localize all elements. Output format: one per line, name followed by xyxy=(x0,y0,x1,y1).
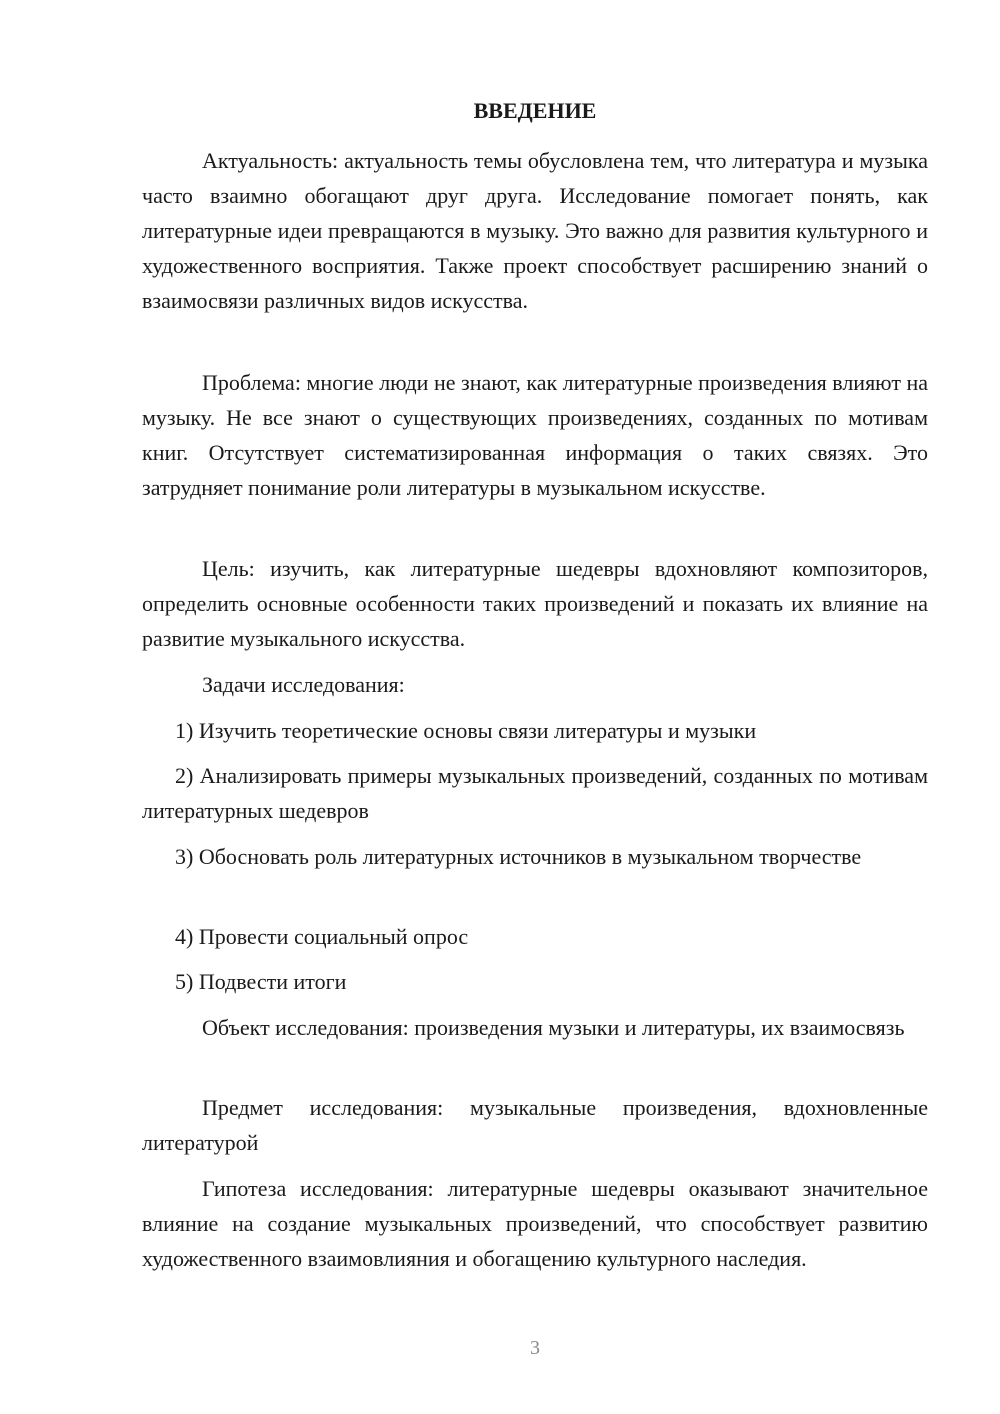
task-item-4: 4) Провести социальный опрос xyxy=(175,924,469,949)
task-item-1: 1) Изучить теоретические основы связи литературы и музыки xyxy=(175,718,757,743)
document-page xyxy=(142,0,928,1414)
page-number: 3 xyxy=(530,1337,540,1359)
task-item-3: 3) Обосновать роль литературных источников в музыкальном творчестве xyxy=(175,844,862,869)
goal-paragraph: Цель: изучить, как литературные шедевры вдохновляют композиторов, определить основные особенности таких произведений и показать их влияние на развитие музыкального искусства. xyxy=(142,556,928,651)
object-paragraph: Объект исследования: произведения музыки и литературы, их взаимосвязь xyxy=(202,1015,905,1040)
task-item-2: 2) Анализировать примеры музыкальных произведений, созданных по мотивам литературных шедевров xyxy=(142,763,928,823)
subject-paragraph: Предмет исследования: музыкальные произведения, вдохновленные литературой xyxy=(142,1095,928,1155)
relevance-paragraph: Актуальность: актуальность темы обусловлена тем, что литература и музыка часто взаимно обогащают друг друга. Исследование помогает понять, как литературные идеи превращаются в музыку. Это важно для развития культурного и художественного восприятия. Также проект способствует расширению знаний о взаимосвязи различных видов искусства. xyxy=(142,148,928,313)
tasks-title: Задачи исследования: xyxy=(202,672,405,697)
problem-paragraph: Проблема: многие люди не знают, как литературные произведения влияют на музыку. Не все знают о существующих произведениях, созданных по мотивам книг. Отсутствует систематизированная информация о таких связях. Это затрудняет понимание роли литературы в музыкальном искусстве. xyxy=(142,370,928,500)
task-item-5: 5) Подвести итоги xyxy=(175,969,347,994)
hypothesis-paragraph: Гипотеза исследования: литературные шедевры оказывают значительное влияние на создание музыкальных произведений, что способствует развитию художественного взаимовлияния и обогащению культурного наследия. xyxy=(142,1176,928,1271)
page-title: ВВЕДЕНИЕ xyxy=(473,98,597,123)
